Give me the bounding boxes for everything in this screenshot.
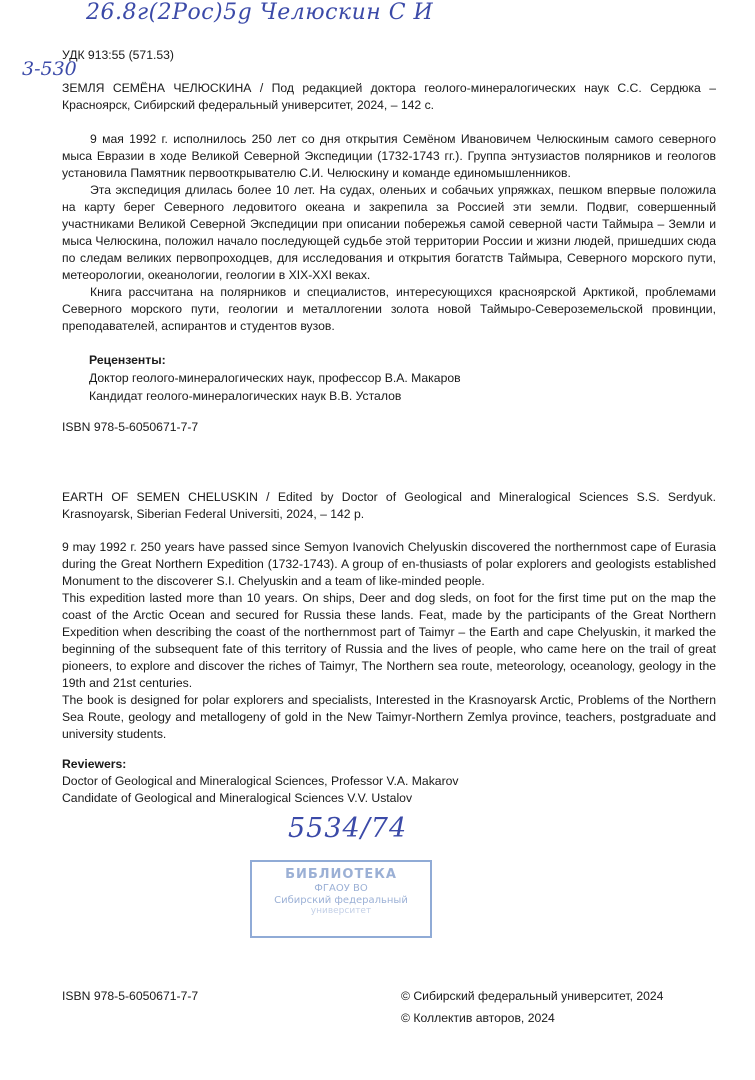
en-reviewers-heading: Reviewers: [62,757,127,771]
ru-reviewer: Доктор геолого-минералогических наук, профессор В.А. Макаров [89,371,461,385]
en-abstract-paragraph: This expedition lasted more than 10 years. On ships, Deer and dog sleds, on foot for the first time put on the map the coast of the Arctic Ocean and secured for Russia these lands. Feat, made by the participants of the Great Northern Expedition when describing the coast of the northernmost part of Taimyr – the Earth and cape Chelyuskin, it marked the beginning of the subsequent fate of this territory of Russia and the lives of people, who came here on the trail of great pioneers, to explore and discover the riches of Taimyr, The Northern sea route, meteorology, oceanology, geology in the 19th and 21st centuries. [62,591,716,690]
en-abstract-paragraph: 9 may 1992 г. 250 years have passed since Semyon Ivanovich Chelyuskin discovered the northernmost cape of Eurasia during the Great Northern Expedition (1732-1743). A group of en-thusiasts of polar explorers and geologists established Monument to the discoverer S.I. Chelyuskin and a team of like-minded people. [62,540,716,588]
ru-citation: ЗЕМЛЯ СЕМЁНА ЧЕЛЮСКИНА / Под редакцией доктора геолого-минералогических наук С.С. Сердюка – Красноярск, Сибирский федеральный университет, 2024, – 142 с. [62,81,716,112]
ru-abstract-paragraph: Эта экспедиция длилась более 10 лет. На судах, оленьих и собачьих упряжках, пешком впервые положила на карту берег Северного ледовитого океана и закрепила за Россией эти земли. Подвиг, совершенный участниками Великой Северной Экспедиции при описании побережья самой северной части Таймыра – Земли и мыса Челюскина, положил начало последующей судьбе этой территории России и жизни людей, пришедших сюда по следам великих первопроходцев, для исследования и открытия богатств Таймыра, Северного морского пути, метеорологии, океанологии, геологии в XIX-XXI веках. [62,183,716,282]
ru-reviewer: Кандидат геолого-минералогических наук В.В. Усталов [89,389,402,403]
ru-abstract [62,131,716,335]
en-abstract-paragraph: The book is designed for polar explorers and specialists, Interested in the Krasnoyarsk Arctic, Problems of the Northern Sea Route, geology and metallogeny of gold in the New Taimyr-Northern Zemlya province, teachers, postgraduate and university students. [62,693,716,741]
en-abstract [62,539,716,743]
handwritten-side-code: 3-530 [22,58,77,80]
ru-isbn: ISBN 978-5-6050671-7-7 [62,420,199,434]
stamp-line: ФГАОУ ВО [314,883,368,894]
stamp-line: БИБЛИОТЕКА [285,867,397,882]
handwritten-top-note: 26.8г(2Рос)5g Челюскин С И [86,0,434,25]
ru-reviewers-heading: Рецензенты: [89,353,166,367]
en-reviewer: Doctor of Geological and Mineralogical Sciences, Professor V.A. Makarov [62,774,459,788]
ru-abstract-paragraph: Книга рассчитана на полярников и специалистов, интересующихся красноярской Арктикой, проблемами Северного морского пути, геологии и металлогении золота новой Таймыро-Североземельской провинции, преподавателей, аспирантов и студентов вузов. [62,285,716,333]
en-reviewer: Candidate of Geological and Mineralogical Sciences V.V. Ustalov [62,791,413,805]
library-stamp [250,860,432,938]
copyright-authors: © Коллектив авторов, 2024 [401,1011,555,1025]
stamp-line: Сибирский федеральный [274,895,408,906]
copyright-university: © Сибирский федеральный университет, 2024 [401,989,664,1003]
udk-code: УДК 913:55 (571.53) [62,48,174,62]
handwritten-inventory-number: 5534/74 [288,813,408,844]
footer-isbn: ISBN 978-5-6050671-7-7 [62,989,199,1003]
stamp-line: университет [310,906,372,916]
ru-abstract-paragraph: 9 мая 1992 г. исполнилось 250 лет со дня открытия Семёном Ивановичем Челюскиным самого северного мыса Евразии в ходе Великой Северной Экспедиции (1732-1743 гг.). Группа энтузиастов полярников и геологов установила Памятник первооткрывателю С.И. Челюскину и команде единомышленников. [62,132,716,180]
en-citation: EARTH OF SEMEN CHELUSKIN / Edited by Doctor of Geological and Mineralogical Sciences S.S. Serdyuk. Krasnoyarsk, Siberian Federal Universiti, 2024, – 142 p. [62,490,716,521]
